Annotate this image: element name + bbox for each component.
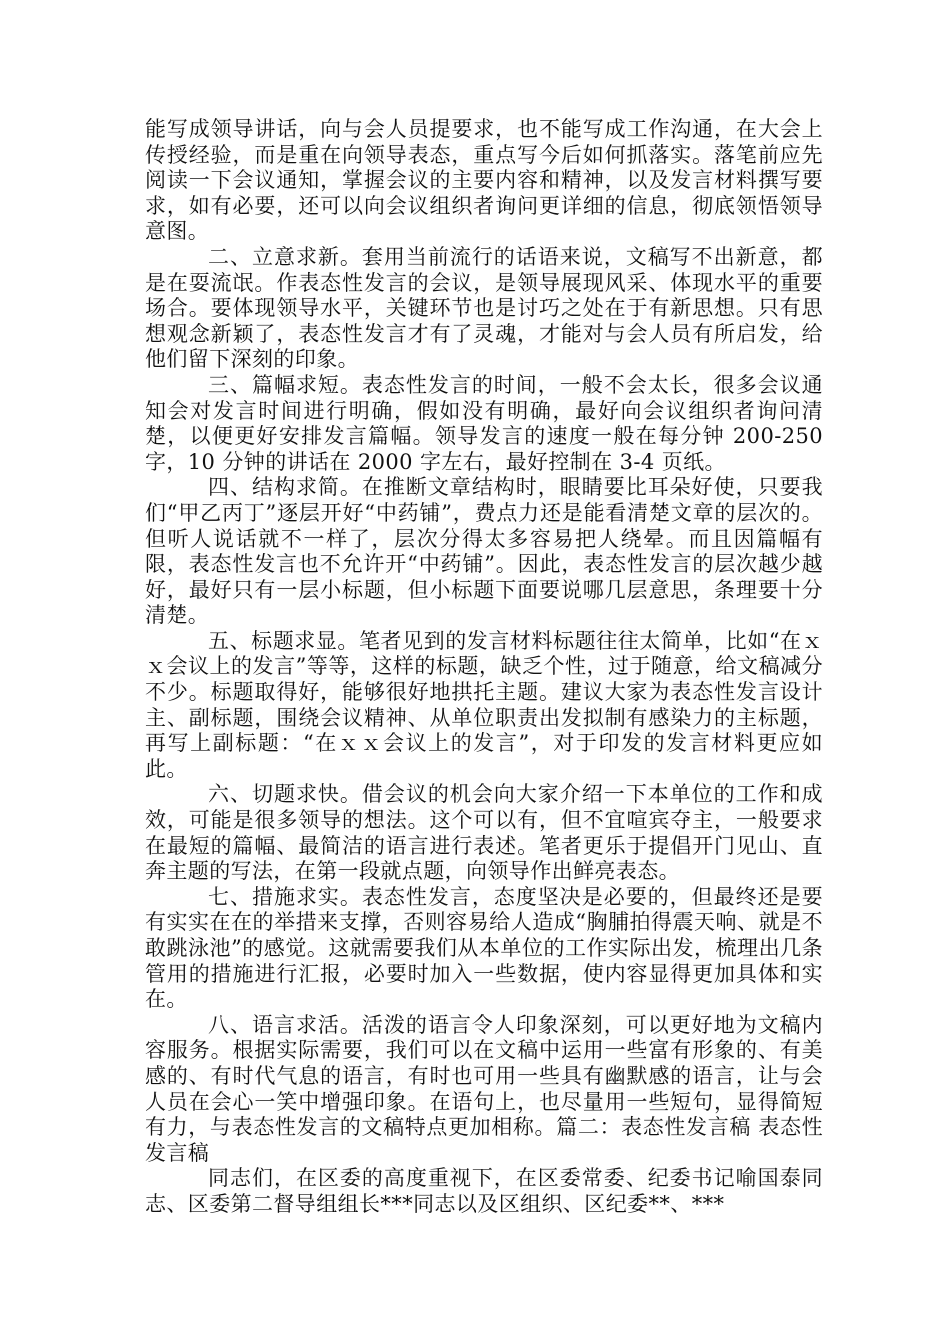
paragraph-section-3: 三、篇幅求短。表态性发言的时间，一般不会太长，很多会议通知会对发言时间进行明确，假如没有明确，最好向会议组织者询问清楚，以便更好安排发言篇幅。领导发言的速度一般在每分钟 200-250 字，10 分钟的讲话在 2000 字左右，最好控制在 3-4 页纸。 — [145, 372, 823, 474]
paragraph-section-8: 八、语言求活。活泼的语言令人印象深刻，可以更好地为文稿内容服务。根据实际需要，我们可以在文稿中运用一些富有形象的、有美感的、有时代气息的语言，有时也可用一些具有幽默感的语言，让与会人员在会心一笑中增强印象。在语句上，也尽量用一些短句，显得简短有力，与表态性发言的文稿特点更加相称。篇二：表态性发言稿 表态性发言稿 — [145, 1012, 823, 1165]
paragraph-section-2: 二、立意求新。套用当前流行的话语来说，文稿写不出新意，都是在耍流氓。作表态性发言的会议，是领导展现风采、体现水平的重要场合。要体现领导水平，关键环节也是讨巧之处在于有新思想。只有思想观念新颖了，表态性发言才有了灵魂，才能对与会人员有所启发，给他们留下深刻的印象。 — [145, 244, 823, 372]
paragraph-section-5: 五、标题求显。笔者见到的发言材料标题往往太简单，比如“在ｘｘ会议上的发言”等等，这样的标题，缺乏个性，过于随意，给文稿减分不少。标题取得好，能够很好地拱托主题。建议大家为表态性发言设计主、副标题，围绕会议精神、从单位职责出发拟制有感染力的主标题，再写上副标题：“在ｘｘ会议上的发言”，对于印发的发言材料更应如此。 — [145, 628, 823, 781]
paragraph-continuation: 能写成领导讲话，向与会人员提要求，也不能写成工作沟通，在大会上传授经验，而是重在向领导表态，重点写今后如何抓落实。落笔前应先阅读一下会议通知，掌握会议的主要内容和精神，以及发言材料撰写要求，如有必要，还可以向会议组织者询问更详细的信息，彻底领悟领导意图。 — [145, 117, 823, 244]
paragraph-section-6: 六、切题求快。借会议的机会向大家介绍一下本单位的工作和成效，可能是很多领导的想法。这个可以有，但不宜喧宾夺主，一般要求在最短的篇幅、最简洁的语言进行表述。笔者更乐于提倡开门见山、直奔主题的写法，在第一段就点题，向领导作出鲜亮表态。 — [145, 782, 823, 884]
document-body — [145, 117, 823, 1218]
paragraph-speech-opening: 同志们，在区委的高度重视下，在区委常委、纪委书记喻国泰同志、区委第二督导组组长***同志以及区组织、区纪委**、*** — [145, 1166, 823, 1216]
paragraph-section-7: 七、措施求实。表态性发言，态度坚决是必要的，但最终还是要有实实在在的举措来支撑，否则容易给人造成“胸脯拍得震天响、就是不敢跳泳池”的感觉。这就需要我们从本单位的工作实际出发，梳理出几条管用的措施进行汇报，必要时加入一些数据，使内容显得更加具体和实在。 — [145, 884, 823, 1012]
paragraph-section-4: 四、结构求简。在推断文章结构时，眼睛要比耳朵好使，只要我们“甲乙丙丁”逐层开好“中药铺”，费点力还是能看清楚文章的层次的。但听人说话就不一样了，层次分得太多容易把人绕晕。而且因篇幅有限，表态性发言也不允许开“中药铺”。因此，表态性发言的层次越少越好，最好只有一层小标题，但小标题下面要说哪几层意思，条理要十分清楚。 — [145, 475, 823, 628]
